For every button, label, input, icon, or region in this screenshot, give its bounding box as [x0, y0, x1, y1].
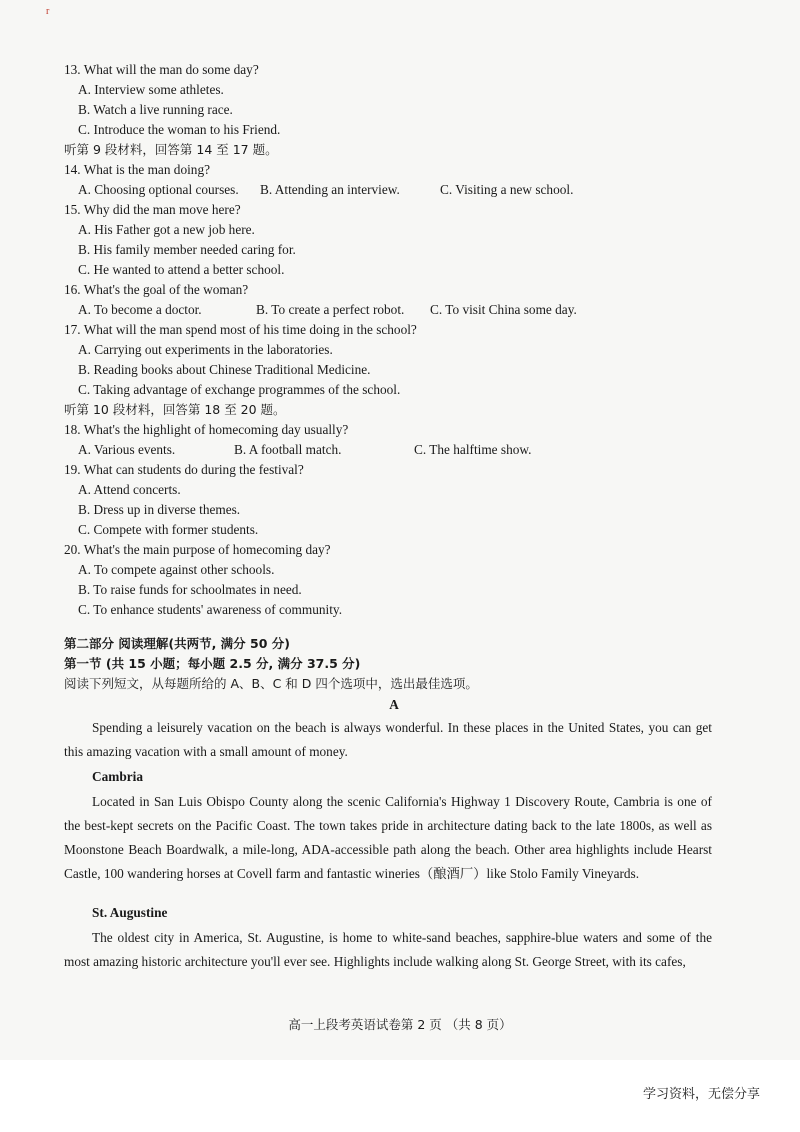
option: C. Introduce the woman to his Friend.	[78, 122, 281, 137]
option: C. To visit China some day.	[430, 302, 577, 317]
listening-instruction-10: 听第 10 段材料，回答第 18 至 20 题。	[64, 402, 286, 417]
st-augustine-paragraph: The oldest city in America, St. Augustine, is home to white-sand beaches, sapphire-blue waters and some of the most amazing historic architecture you'll ever see. Highlights include walking along St. George Street, with its cafes,	[64, 930, 712, 969]
option: A. Attend concerts.	[78, 482, 181, 497]
watermark-text: 学习资料，无偿分享	[642, 1087, 760, 1102]
option: A. Choosing optional courses.	[78, 182, 239, 197]
st-augustine-heading: St. Augustine	[92, 905, 168, 920]
option: C. The halftime show.	[414, 442, 532, 457]
option: C. To enhance students' awareness of community.	[78, 602, 343, 617]
option: A. To compete against other schools.	[78, 562, 275, 577]
option: B. To create a perfect robot.	[256, 302, 405, 317]
question-19: 19. What can students do during the festival?	[64, 462, 304, 477]
part-two-title: 第二部分 阅读理解(共两节, 满分 50 分)	[64, 636, 290, 651]
exam-content	[64, 60, 724, 974]
option: B. Watch a live running race.	[78, 102, 233, 117]
passage-letter: A	[389, 697, 399, 712]
section-one-title: 第一节 (共 15 小题；每小题 2.5 分, 满分 37.5 分)	[64, 656, 361, 671]
question-20: 20. What's the main purpose of homecoming day?	[64, 542, 331, 557]
option: B. Dress up in diverse themes.	[78, 502, 241, 517]
options-row	[64, 180, 724, 200]
option: C. He wanted to attend a better school.	[78, 262, 285, 277]
question-17: 17. What will the man spend most of his time doing in the school?	[64, 322, 417, 337]
cambria-heading: Cambria	[92, 769, 143, 784]
listening-instruction-9: 听第 9 段材料，回答第 14 至 17 题。	[64, 142, 278, 157]
option: B. Attending an interview.	[260, 182, 400, 197]
option: A. Carrying out experiments in the laboratories.	[78, 342, 333, 357]
option: A. Various events.	[78, 442, 176, 457]
options-row	[64, 440, 724, 460]
page-footer: 高一上段考英语试卷第 2 页 （共 8 页）	[288, 1017, 512, 1032]
option: C. Visiting a new school.	[440, 182, 574, 197]
passage-intro: Spending a leisurely vacation on the beach is always wonderful. In these places in the United States, you can get this amazing vacation with a small amount of money.	[64, 720, 712, 759]
option: C. Taking advantage of exchange programmes of the school.	[78, 382, 401, 397]
options-row	[64, 300, 724, 320]
option: B. His family member needed caring for.	[78, 242, 296, 257]
option: B. To raise funds for schoolmates in need.	[78, 582, 302, 597]
question-14: 14. What is the man doing?	[64, 162, 210, 177]
option: A. Interview some athletes.	[78, 82, 224, 97]
corner-mark: r	[46, 6, 50, 17]
question-18: 18. What's the highlight of homecoming day usually?	[64, 422, 349, 437]
option: B. A football match.	[234, 442, 342, 457]
option: C. Compete with former students.	[78, 522, 259, 537]
question-13: 13. What will the man do some day?	[64, 62, 259, 77]
option: A. To become a doctor.	[78, 302, 202, 317]
option: B. Reading books about Chinese Traditional Medicine.	[78, 362, 371, 377]
reading-instruction: 阅读下列短文，从每题所给的 A、B、C 和 D 四个选项中，选出最佳选项。	[64, 676, 478, 691]
cambria-paragraph: Located in San Luis Obispo County along the scenic California's Highway 1 Discovery Route, Cambria is one of the best-kept secrets on the Pacific Coast. The town takes pride in architecture dating back to the late 1800s, as well as Moonstone Beach Boardwalk, a mile-long, ADA-accessible path along the beach. Other area highlights include Hearst Castle, 100 wandering horses at Covell farm and fantastic wineries（酿酒厂）like Stolo Family Vineyards.	[64, 794, 712, 881]
question-16: 16. What's the goal of the woman?	[64, 282, 249, 297]
question-15: 15. Why did the man move here?	[64, 202, 241, 217]
option: A. His Father got a new job here.	[78, 222, 255, 237]
